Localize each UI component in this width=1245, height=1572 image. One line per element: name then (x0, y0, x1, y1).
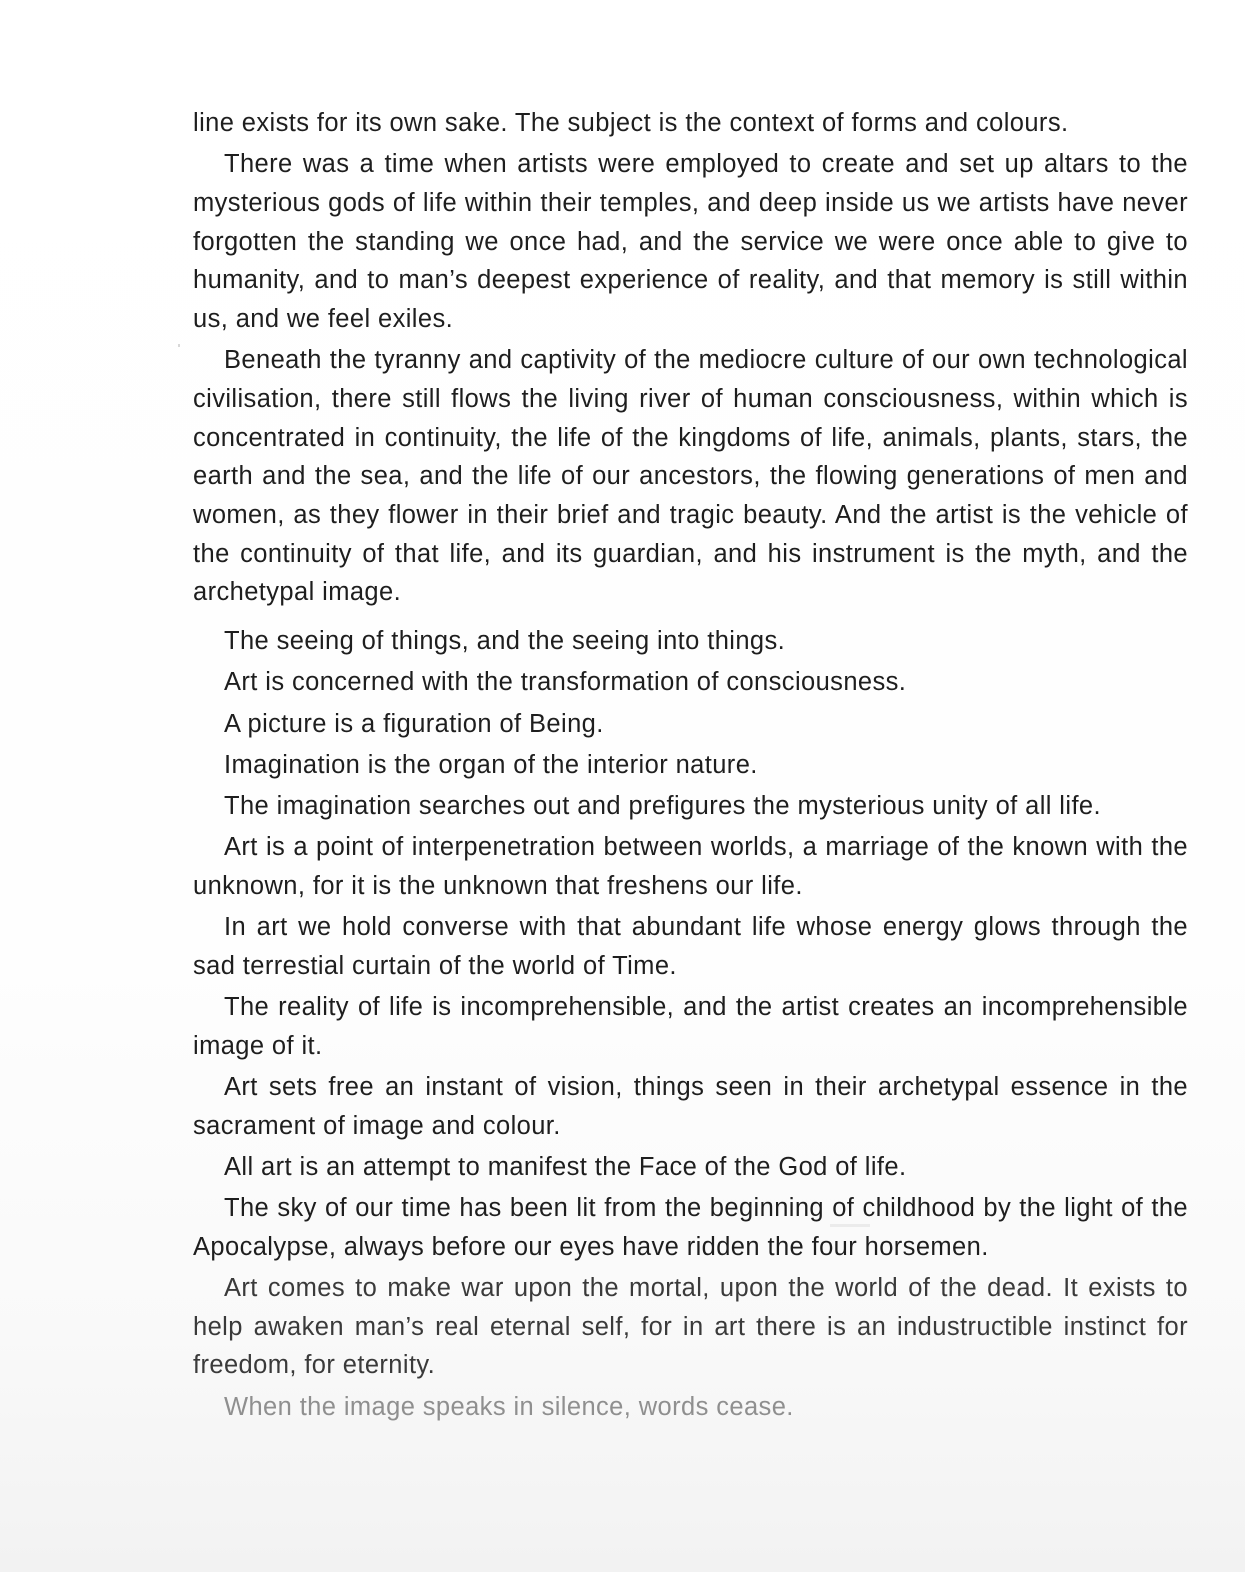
aphorism-seeing: The seeing of things, and the seeing into things. (224, 627, 786, 656)
aphorism-imagination-unity: The imagination searches out and prefigures the mysterious unity of all life. (224, 791, 1101, 820)
aphorism-face-of-god: All art is an attempt to manifest the Face of the God of life. (224, 1152, 907, 1181)
body-text (193, 104, 1188, 1429)
paragraph-living-river: Beneath the tyranny and captivity of the mediocre culture of our own technological civilisation, there still flows the living river of human consciousness, within which is concentrated in continuity, the life of the kingdoms of life, animals, plants, stars, the earth and the sea, and the life of our ancestors, the flowing generations of men and women, as they flower in their brief and tragic beauty. And the artist is the vehicle of the continuity of that life, and its guardian, and his instrument is the myth, and the archetypal image. (193, 346, 1188, 607)
aphorism-imagination-organ: Imagination is the organ of the interior nature. (224, 750, 758, 779)
aphorism-apocalypse: The sky of our time has been lit from the beginning of childhood by the light of the Apocalypse, always before our eyes have ridden the four horsemen. (193, 1193, 1188, 1261)
aphorism-transformation: Art is concerned with the transformation of consciousness. (224, 668, 907, 697)
aphorism-war-upon-mortal: Art comes to make war upon the mortal, upon the world of the dead. It exists to help awaken man’s real eternal self, for in art there is an industructible instinct for freedom, for eternity. (193, 1273, 1188, 1380)
scan-speck (830, 1224, 870, 1227)
aphorism-interpenetration: Art is a point of interpenetration between worlds, a marriage of the known with the unknown, for it is the unknown that freshens our life. (193, 833, 1188, 900)
aphorism-silence: When the image speaks in silence, words cease. (224, 1392, 794, 1421)
paragraph-artists-altars: There was a time when artists were employed to create and set up altars to the mysterious gods of life within their temples, and deep inside us we artists have never forgotten the standing we once had, and the service we were once able to give to humanity, and to man’s deepest experience of reality, and that memory is still within us, and we feel exiles. (193, 150, 1188, 334)
aphorism-reality: The reality of life is incomprehensible, and the artist creates an incomprehensible image of it. (193, 992, 1188, 1060)
aphorism-figuration: A picture is a figuration of Being. (224, 709, 604, 738)
paragraph-continued-line: line exists for its own sake. The subject is the context of forms and colours. (193, 109, 1069, 137)
aphorism-converse: In art we hold converse with that abundant life whose energy glows through the sad terrestial curtain of the world of Time. (193, 913, 1188, 980)
aphorism-instant-of-vision: Art sets free an instant of vision, things seen in their archetypal essence in the sacrament of image and colour. (193, 1072, 1188, 1140)
scan-speck (178, 344, 180, 347)
